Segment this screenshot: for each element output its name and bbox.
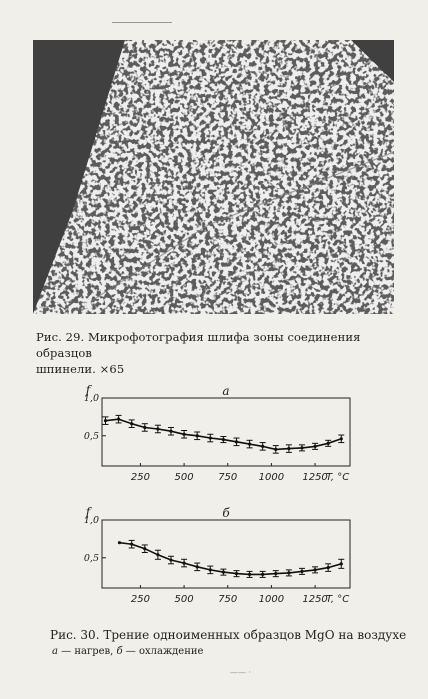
page-bottom-mark: —— · xyxy=(230,668,252,677)
data-point xyxy=(235,572,238,575)
data-point xyxy=(287,571,290,574)
series-line xyxy=(120,543,342,575)
panel-label: б xyxy=(222,506,230,520)
figure-29-caption-line1: Рис. 29. Микрофотография шлифа зоны соединения образцов xyxy=(36,330,361,360)
data-point xyxy=(274,572,277,575)
data-point xyxy=(313,445,316,448)
x-tick-label: 250 xyxy=(130,472,150,483)
x-tick-label: 500 xyxy=(174,472,194,483)
data-point xyxy=(182,561,185,564)
data-point xyxy=(143,547,146,550)
data-point xyxy=(196,565,199,568)
data-point xyxy=(287,447,290,450)
data-point xyxy=(261,445,264,448)
y-axis-label: f xyxy=(85,383,91,397)
x-tick-label: 500 xyxy=(174,594,194,605)
x-tick-label: 750 xyxy=(218,594,238,605)
y-axis-label: f xyxy=(85,505,91,519)
figure-29-caption xyxy=(36,329,396,377)
data-point xyxy=(261,573,264,576)
data-point xyxy=(340,437,343,440)
data-point xyxy=(222,571,225,574)
data-point xyxy=(182,433,185,436)
micrograph-svg xyxy=(33,40,394,314)
y-tick-label: 1,0 xyxy=(83,393,99,404)
chart-a-svg xyxy=(76,383,356,493)
panel-label: а xyxy=(222,384,230,398)
data-point xyxy=(274,448,277,451)
x-tick-label: 1250 xyxy=(302,472,328,483)
data-point xyxy=(209,568,212,571)
data-point xyxy=(143,426,146,429)
x-tick-label: 750 xyxy=(218,472,238,483)
series-line xyxy=(106,419,342,449)
data-point xyxy=(248,573,251,576)
data-point xyxy=(130,543,133,546)
chart-panel-b xyxy=(76,505,356,615)
micrograph-image xyxy=(33,40,394,314)
legend-a-letter: а xyxy=(52,646,58,657)
data-point xyxy=(118,541,121,544)
chart-b-svg xyxy=(76,505,356,615)
x-tick-label: 1000 xyxy=(258,472,285,483)
x-tick-label: 250 xyxy=(130,594,150,605)
plot-frame xyxy=(102,520,350,588)
data-point xyxy=(169,558,172,561)
data-point xyxy=(104,419,107,422)
legend-b-letter: б xyxy=(116,646,123,657)
y-tick-label: 1,0 xyxy=(83,515,99,526)
data-point xyxy=(327,442,330,445)
y-tick-label: 0,5 xyxy=(83,430,99,442)
x-tick-label: 1250 xyxy=(302,594,328,605)
data-point xyxy=(222,438,225,441)
x-axis-label: T, °C xyxy=(326,472,350,483)
data-point xyxy=(340,562,343,565)
data-point xyxy=(196,434,199,437)
legend-a-text: — нагрев, xyxy=(57,646,117,657)
data-point xyxy=(130,422,133,425)
data-point xyxy=(117,418,120,421)
x-tick-label: 1000 xyxy=(258,594,285,605)
legend-b-text: — охлаждение xyxy=(122,646,204,657)
data-point xyxy=(169,430,172,433)
data-point xyxy=(156,427,159,430)
data-point xyxy=(248,442,251,445)
data-point xyxy=(235,440,238,443)
page-top-mark xyxy=(112,22,172,23)
data-point xyxy=(300,570,303,573)
data-point xyxy=(300,446,303,449)
data-point xyxy=(209,436,212,439)
figure-30-legend xyxy=(52,645,412,659)
figure-29-caption-line2: шпинели. ×65 xyxy=(36,362,125,376)
figure-30-caption: Рис. 30. Трение одноименных образцов MgO на воздухе xyxy=(50,628,407,642)
data-point xyxy=(327,566,330,569)
data-point xyxy=(156,553,159,556)
data-point xyxy=(313,568,316,571)
plot-frame xyxy=(102,398,350,466)
y-tick-label: 0,5 xyxy=(83,552,99,564)
x-axis-label: T, °C xyxy=(326,594,350,605)
chart-panel-a xyxy=(76,383,356,493)
